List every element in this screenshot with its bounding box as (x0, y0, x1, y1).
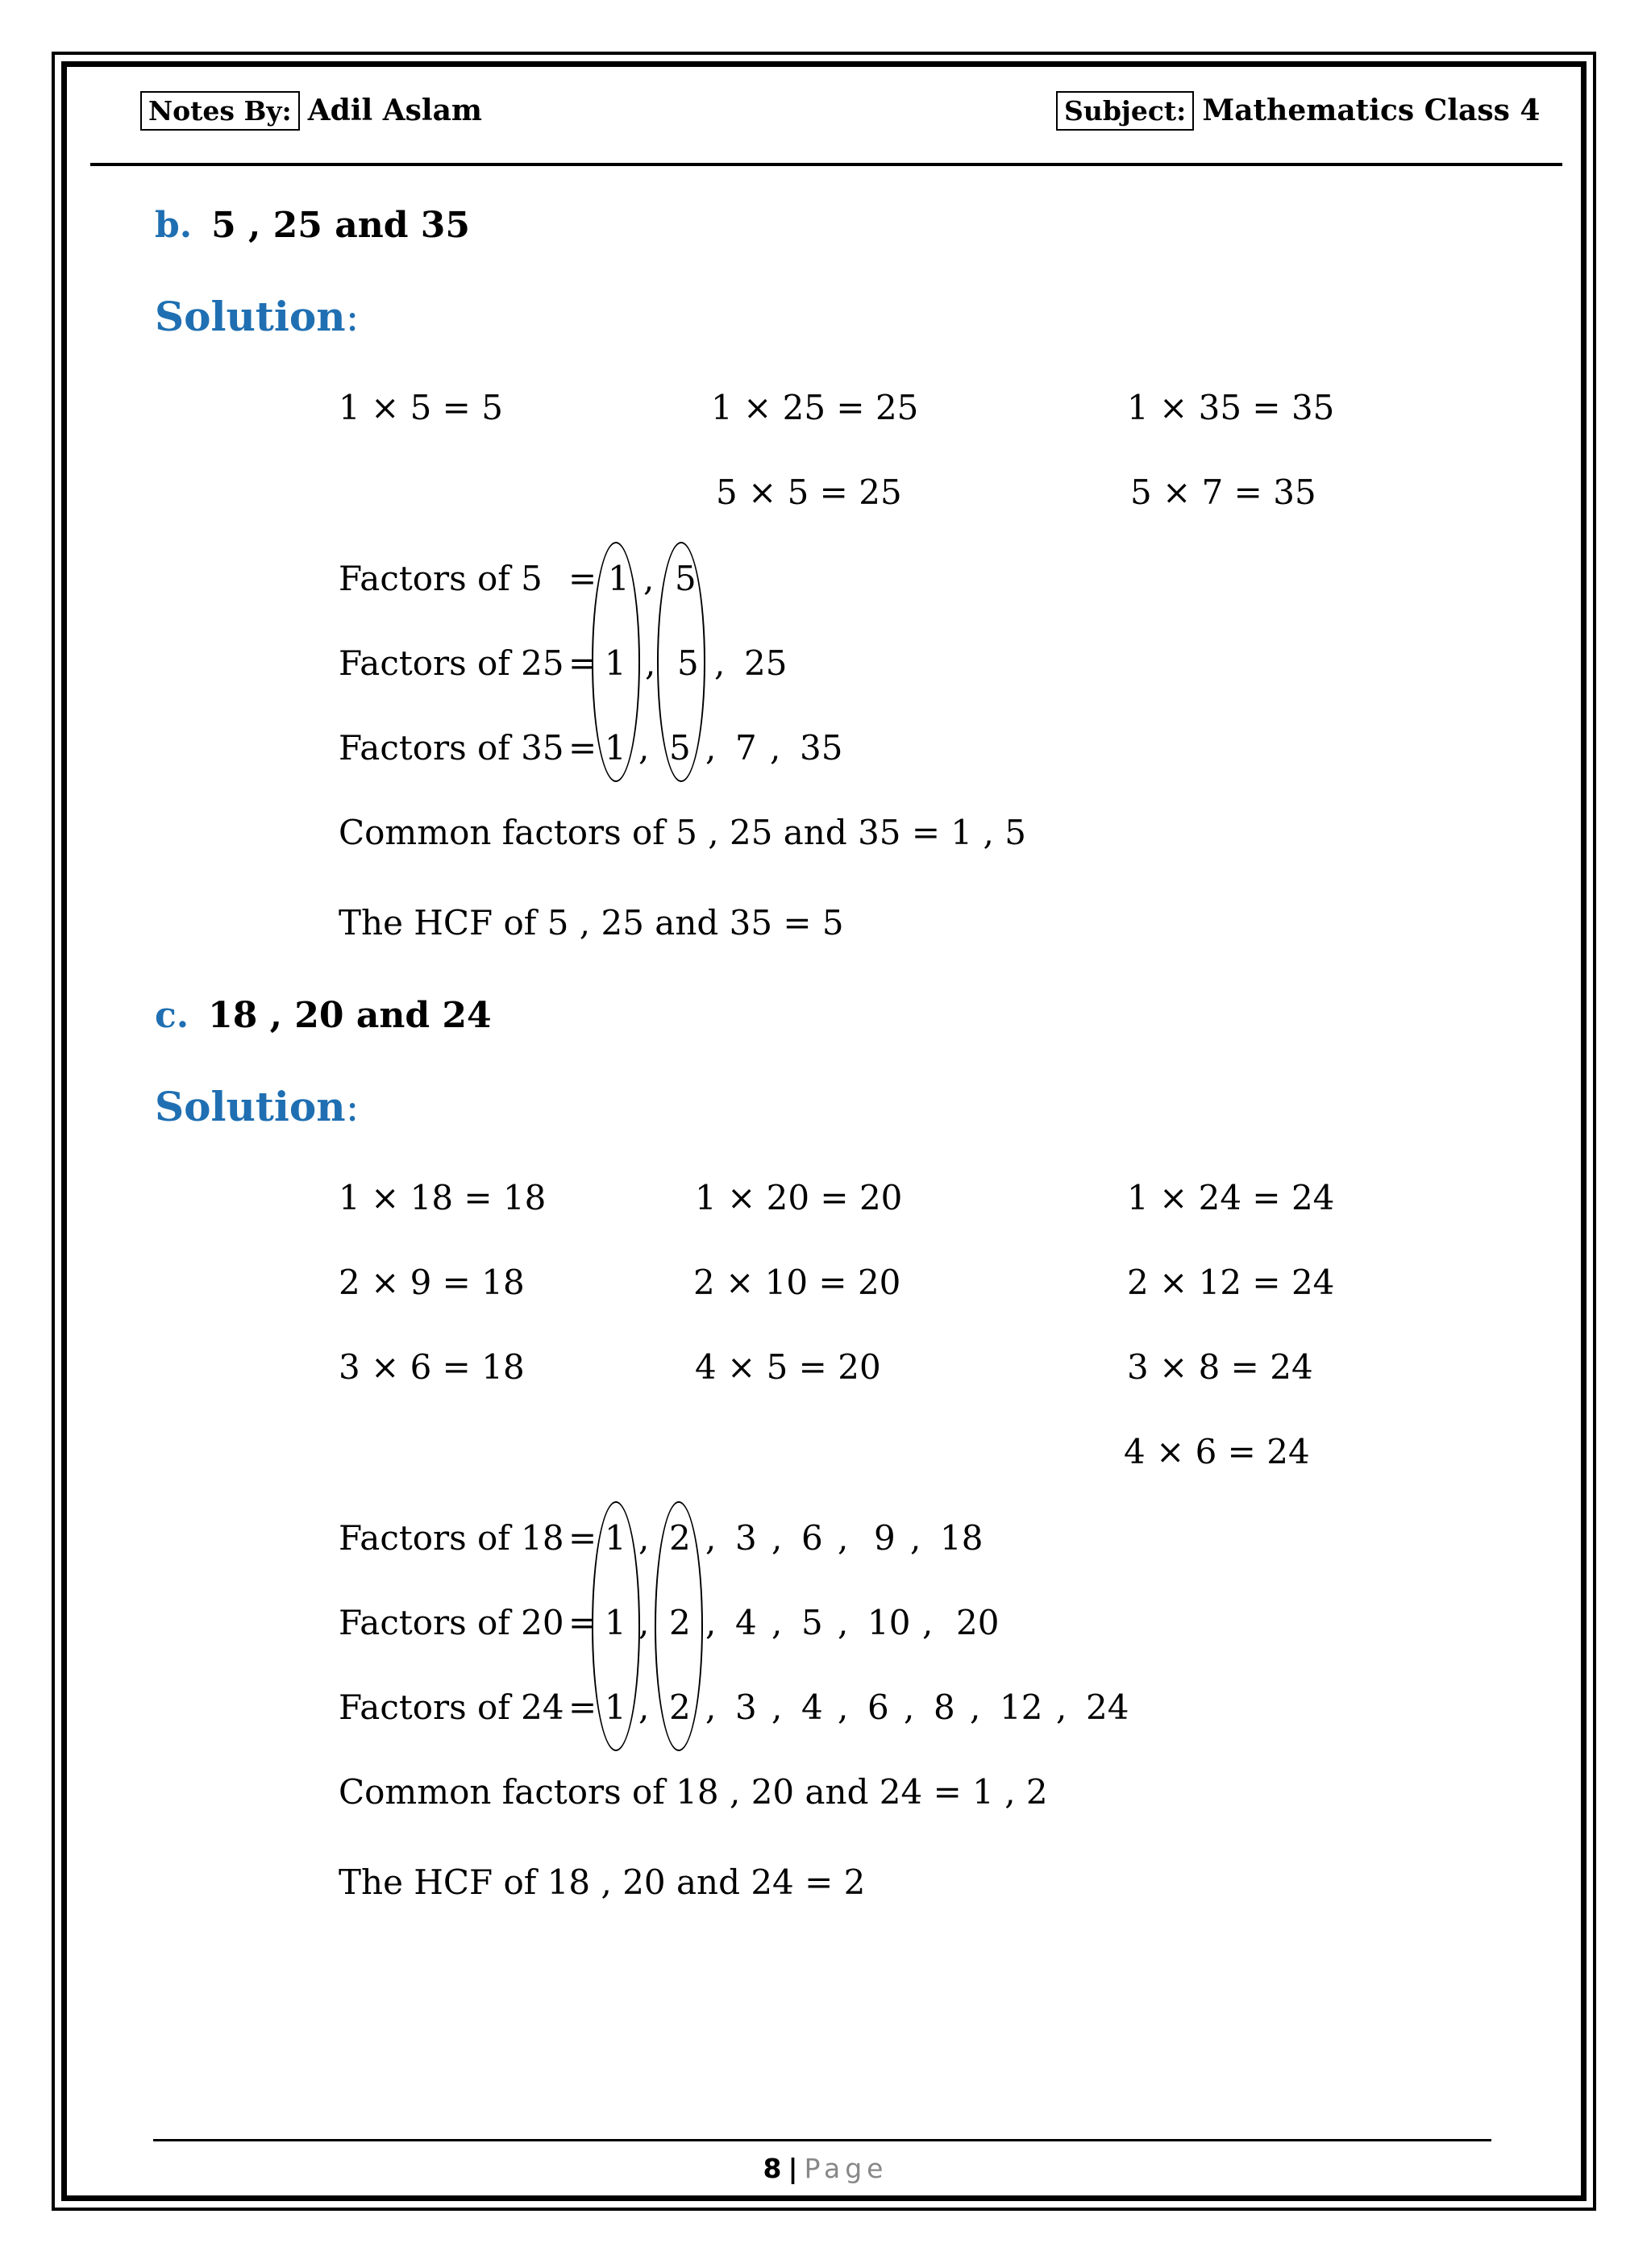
factors-c-row-3-label: Factors of 24 (339, 1687, 564, 1727)
multiplication-b-2: 1 × 25 = 25 (711, 388, 919, 427)
factors-c-row-3-value: 6 (867, 1687, 889, 1727)
solution-c-colon: : (345, 1084, 360, 1130)
question-c (155, 995, 492, 1036)
factors-c-row-1-value: 9 (874, 1518, 896, 1558)
factors-b-row-1 (339, 559, 1145, 602)
common-factor-5-oval-b (657, 542, 705, 782)
multiplication-c-2: 1 × 20 = 20 (695, 1178, 903, 1217)
header-subject (1056, 91, 1540, 131)
factors-b-row-2-equals: = (568, 643, 597, 683)
multiplication-c-10: 4 × 6 = 24 (1124, 1432, 1310, 1471)
factors-b-row-2-value: 25 (744, 643, 788, 683)
factors-c-row-3-equals: = (568, 1687, 597, 1727)
factors-c-row-3-value: , (970, 1687, 981, 1727)
factors-c-row-3-value: , (904, 1687, 915, 1727)
question-b-text: 5 , 25 and 35 (211, 205, 471, 246)
multiplication-c-7: 3 × 6 = 18 (339, 1347, 525, 1387)
factors-b-row-3-value: 35 (800, 728, 843, 768)
factors-c-row-1-label: Factors of 18 (339, 1518, 564, 1558)
factors-c-row-3-value: , (705, 1687, 717, 1727)
solution-c-label: Solution (155, 1083, 346, 1130)
factors-c-row-3 (339, 1687, 1387, 1731)
factors-c-row-2-value: 20 (956, 1603, 1000, 1642)
multiplication-c-9: 3 × 8 = 24 (1127, 1347, 1313, 1387)
factors-c-row-3-value: 8 (934, 1687, 955, 1727)
solution-b-heading (155, 293, 360, 340)
page-word: Page (804, 2153, 888, 2184)
factors-c-row-2-value: , (638, 1603, 650, 1642)
question-b-letter: b. (155, 205, 193, 246)
factors-b-row-3-value: 7 (735, 728, 757, 768)
factors-c-row-2-value: , (838, 1603, 849, 1642)
factors-c-row-1-value: , (838, 1518, 849, 1558)
header-notes (140, 91, 482, 131)
multiplication-b-4: 5 × 5 = 25 (716, 472, 902, 512)
factors-c-row-3-value: 4 (801, 1687, 823, 1727)
factors-b-row-3-label: Factors of 35 (339, 728, 564, 768)
factors-b-row-3-value: , (770, 728, 781, 768)
factors-c-row-3-value: , (838, 1687, 849, 1727)
factors-b-row-2-label: Factors of 25 (339, 643, 564, 683)
factors-c-row-3-value: 2 (669, 1687, 691, 1727)
factors-c-row-1-value: 2 (669, 1518, 691, 1558)
solution-b-colon: : (345, 293, 360, 340)
common-factors-c: Common factors of 18 , 20 and 24 = 1 , 2 (339, 1772, 1048, 1812)
factors-c-row-3-value: , (771, 1687, 783, 1727)
factors-b-row-3-value: 1 (605, 728, 626, 768)
factors-c-row-2-value: 5 (801, 1603, 823, 1642)
multiplication-b-1: 1 × 5 = 5 (339, 388, 503, 427)
page-separator: | (788, 2153, 798, 2184)
multiplication-c-3: 1 × 24 = 24 (1127, 1178, 1335, 1217)
factors-c-row-3-value: , (1056, 1687, 1067, 1727)
factors-b-row-1-value: 1 (608, 559, 630, 598)
factors-b-row-2-value: , (645, 643, 656, 683)
hcf-b: The HCF of 5 , 25 and 35 = 5 (339, 903, 844, 943)
factors-c-row-3-value: 1 (605, 1687, 626, 1727)
factors-c-row-1-value: 18 (940, 1518, 984, 1558)
factors-b-row-2-value: 5 (677, 643, 699, 683)
factors-c-row-1-value: 1 (605, 1518, 626, 1558)
factors-c-row-2-value: 1 (605, 1603, 626, 1642)
factors-b-row-2 (339, 643, 1145, 687)
factors-c-row-1-value: 6 (801, 1518, 823, 1558)
factors-b-row-3 (339, 728, 1145, 772)
factors-c-row-1-value: , (638, 1518, 650, 1558)
factors-c-row-2-value: , (705, 1603, 717, 1642)
multiplication-c-1: 1 × 18 = 18 (339, 1178, 547, 1217)
factors-c-row-2-value: 4 (735, 1603, 757, 1642)
footer-divider (153, 2139, 1491, 2141)
factors-c-row-2-equals: = (568, 1603, 597, 1642)
solution-c-heading (155, 1083, 360, 1130)
multiplication-c-6: 2 × 12 = 24 (1127, 1263, 1335, 1302)
page-footer (0, 2153, 1651, 2184)
common-factor-1-oval-c (592, 1501, 640, 1751)
factors-b-row-1-equals: = (568, 559, 597, 598)
factors-b-row-2-value: 1 (605, 643, 626, 683)
factors-c-row-2-value: , (771, 1603, 783, 1642)
notes-by-label: Notes By: (140, 91, 300, 131)
hcf-c: The HCF of 18 , 20 and 24 = 2 (339, 1862, 866, 1902)
factors-b-row-3-value: 5 (669, 728, 691, 768)
solution-b-label: Solution (155, 293, 346, 340)
multiplication-c-4: 2 × 9 = 18 (339, 1263, 525, 1302)
factors-c-row-2-label: Factors of 20 (339, 1603, 564, 1642)
factors-c-row-2-value: 2 (669, 1603, 691, 1642)
factors-b-row-1-value: , (643, 559, 655, 598)
page-number: 8 (763, 2153, 782, 2184)
factors-b-row-1-label: Factors of 5 (339, 559, 543, 598)
factors-c-row-2-value: 10 (867, 1603, 911, 1642)
factors-b-row-2-value: , (714, 643, 726, 683)
subject-label: Subject: (1056, 91, 1194, 131)
multiplication-b-3: 1 × 35 = 35 (1127, 388, 1335, 427)
factors-c-row-1-value: , (705, 1518, 717, 1558)
factors-b-row-1-value: 5 (675, 559, 697, 598)
author-name: Adil Aslam (307, 94, 483, 127)
factors-b-row-3-value: , (638, 728, 650, 768)
subject-name: Mathematics Class 4 (1202, 94, 1541, 127)
header-divider (90, 163, 1562, 166)
factors-c-row-1-value: 3 (735, 1518, 757, 1558)
factors-c-row-2 (339, 1603, 1306, 1646)
question-b (155, 205, 471, 246)
factors-c-row-2-value: , (922, 1603, 934, 1642)
factors-c-row-1-value: , (910, 1518, 921, 1558)
common-factor-2-oval-c (655, 1501, 703, 1751)
question-c-text: 18 , 20 and 24 (208, 995, 492, 1036)
multiplication-c-8: 4 × 5 = 20 (695, 1347, 881, 1387)
common-factor-1-oval-b (592, 542, 640, 782)
question-c-letter: c. (155, 995, 189, 1036)
factors-c-row-3-value: 12 (1000, 1687, 1043, 1727)
factors-c-row-1-equals: = (568, 1518, 597, 1558)
factors-c-row-1-value: , (771, 1518, 783, 1558)
factors-c-row-3-value: 3 (735, 1687, 757, 1727)
factors-c-row-3-value: , (638, 1687, 650, 1727)
multiplication-b-5: 5 × 7 = 35 (1130, 472, 1316, 512)
multiplication-c-5: 2 × 10 = 20 (693, 1263, 901, 1302)
factors-c-row-1 (339, 1518, 1306, 1562)
factors-b-row-3-value: , (705, 728, 717, 768)
factors-c-row-3-value: 24 (1086, 1687, 1129, 1727)
common-factors-b: Common factors of 5 , 25 and 35 = 1 , 5 (339, 813, 1026, 852)
factors-b-row-3-equals: = (568, 728, 597, 768)
